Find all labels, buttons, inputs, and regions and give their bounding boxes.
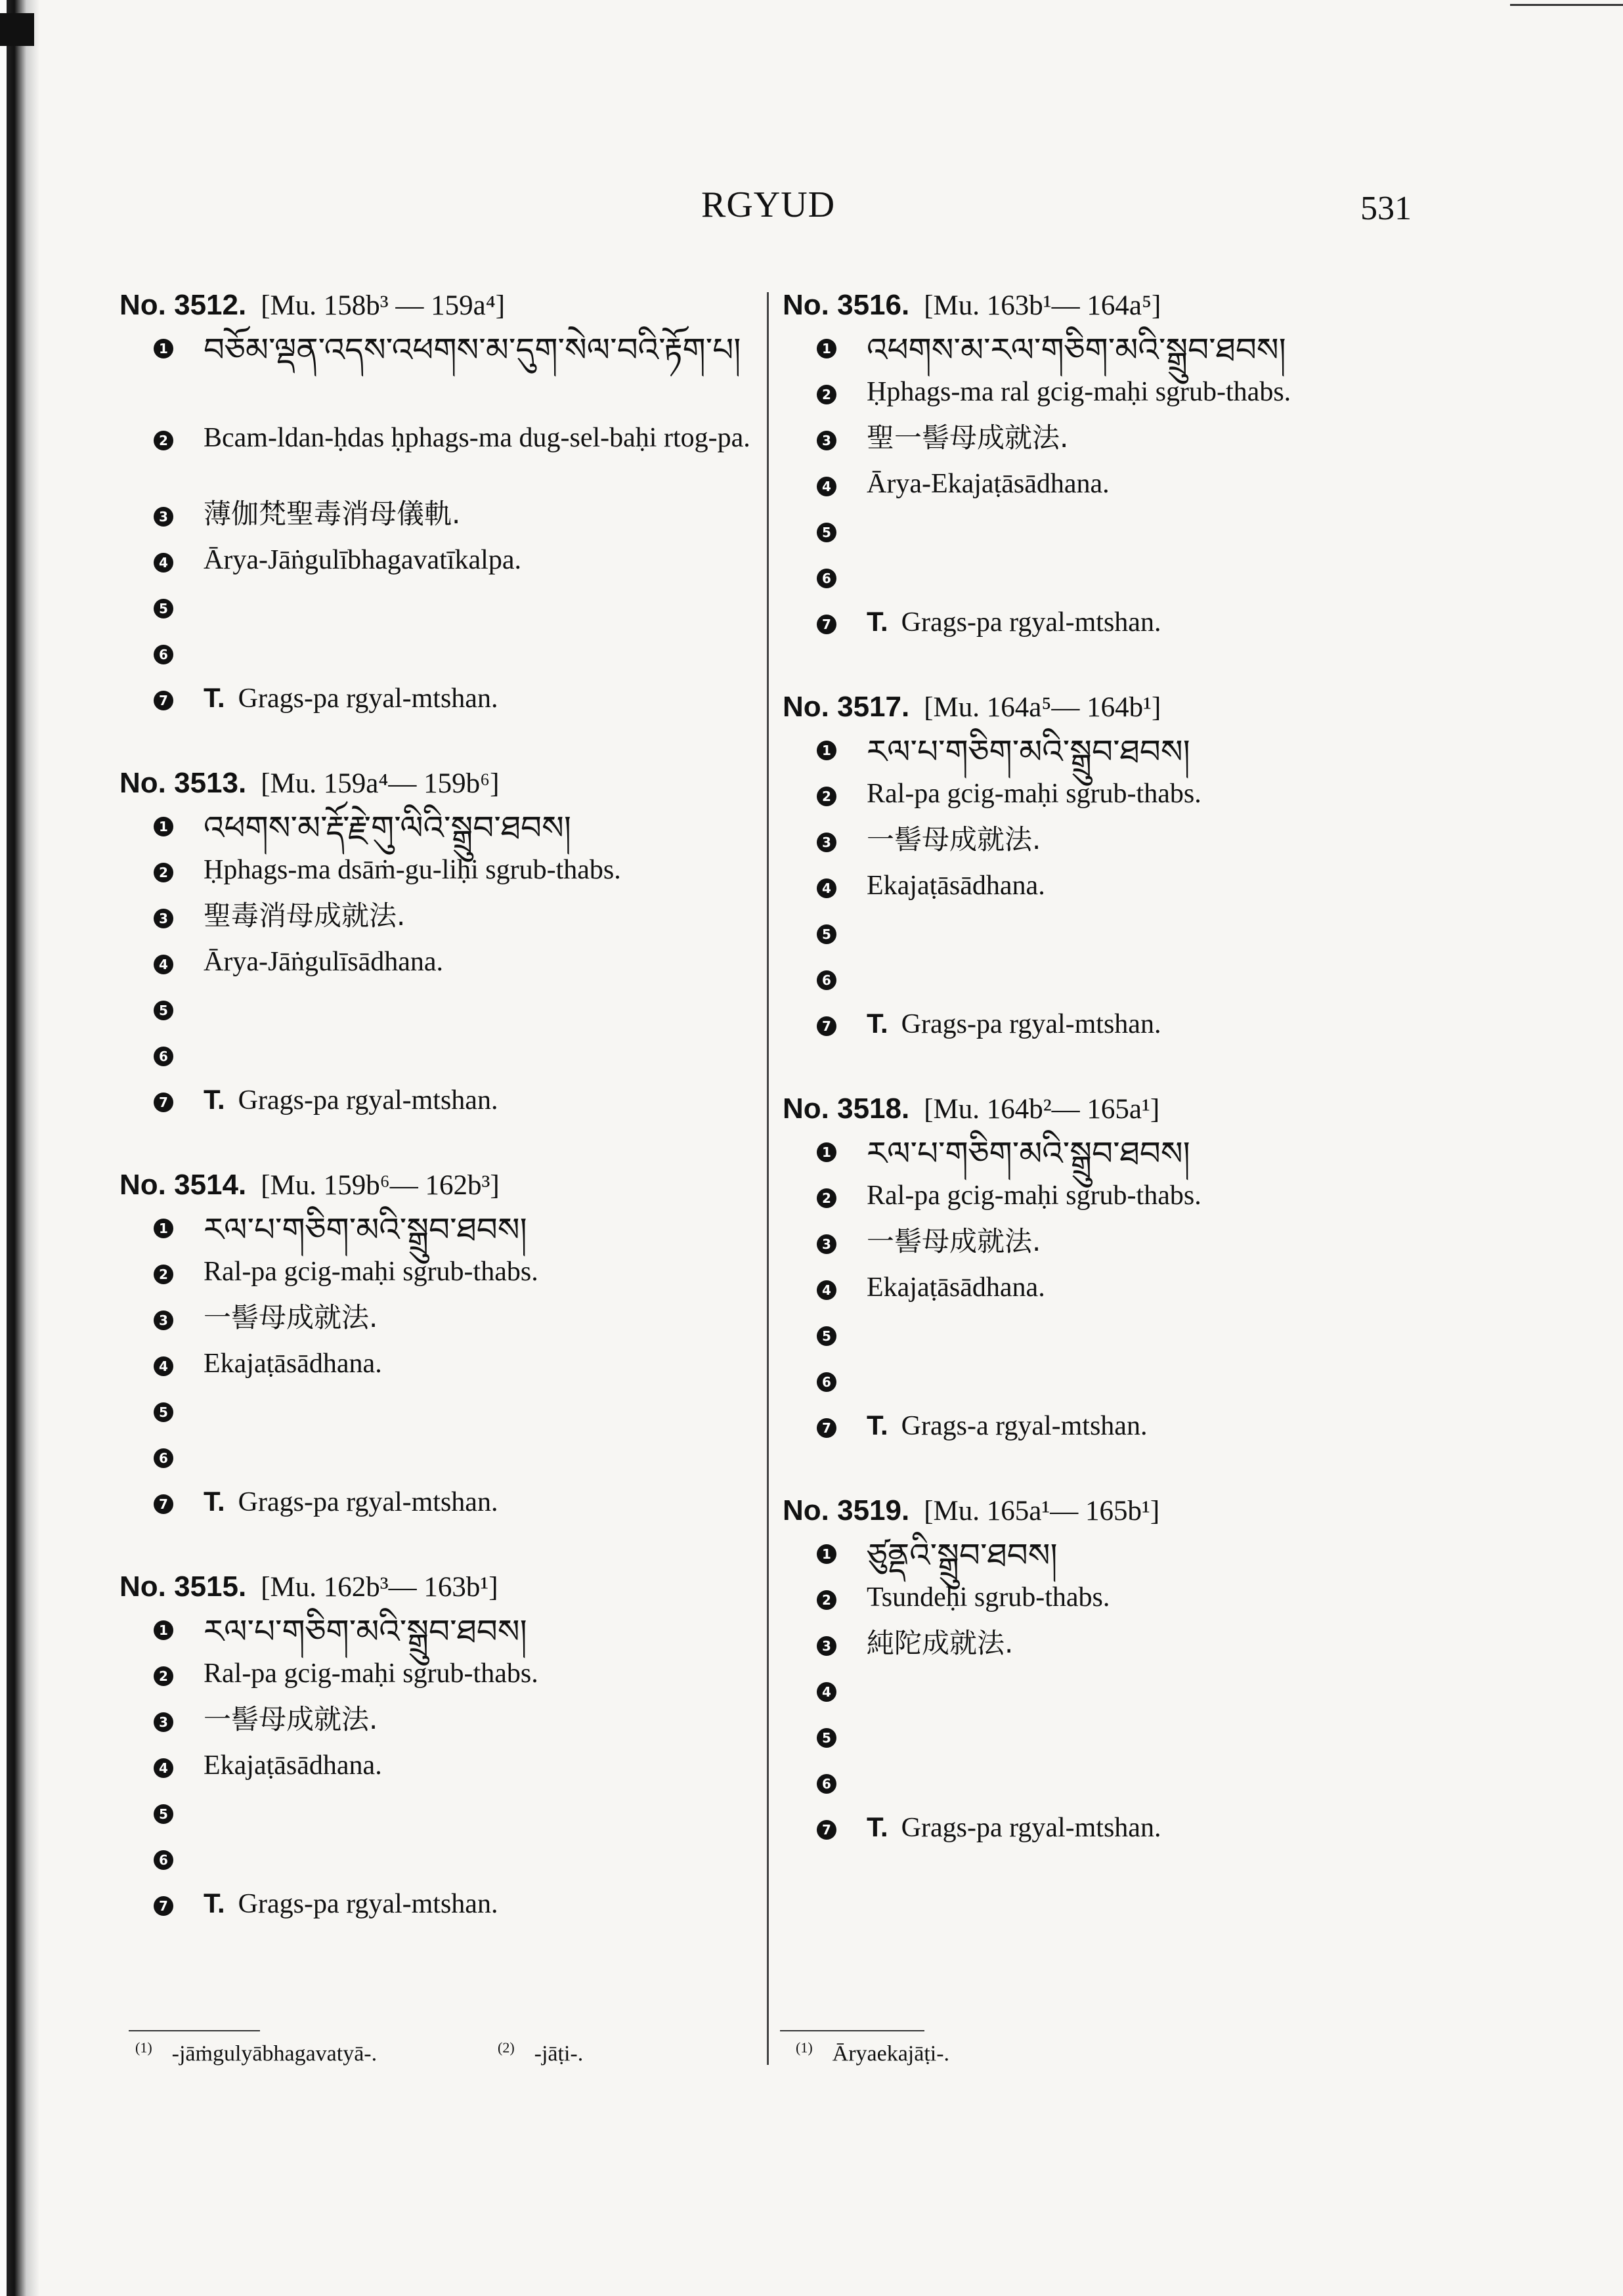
binding-edge [0, 0, 51, 2296]
field-translator [783, 1808, 1479, 1854]
entry-3513 [119, 767, 815, 1127]
entry-number: No. 3516. [783, 289, 910, 321]
entry-3518 [783, 1093, 1479, 1452]
translator-label: T. [204, 1888, 225, 1918]
sanskrit-title: Ārya-Ekajaṭāsādhana. [867, 469, 1110, 499]
marker-1-icon: 1 [817, 339, 836, 358]
translator-label: T. [867, 606, 888, 637]
marker-2-icon: 2 [154, 1666, 173, 1686]
marker-4-icon: 4 [817, 878, 836, 898]
field-translator [119, 1884, 815, 1930]
sanskrit-title: Ārya-Jāṅgulīsādhana. [204, 947, 444, 977]
marker-5-icon: 5 [154, 1402, 173, 1422]
tibetan-title: རལ་པ་གཅིག་མའི་སྒྲུབ་ཐབས། [867, 733, 1190, 771]
marker-4-icon: 4 [817, 1280, 836, 1300]
field-romanized [119, 1655, 815, 1700]
field-translator [119, 1081, 815, 1127]
field-translator [783, 1005, 1479, 1051]
field-tibetan [119, 1207, 815, 1253]
marker-5-icon: 5 [154, 1804, 173, 1824]
romanized-title: Bcam-ldan-ḥdas ḥphags-ma dug-sel-baḥi rtog-pa. [204, 423, 750, 453]
marker-4-icon: 4 [154, 1758, 173, 1778]
chinese-title: 一髻母成就法. [204, 1703, 378, 1735]
field-chinese [119, 1700, 815, 1746]
footnote-marker: (2) [498, 2039, 515, 2056]
field-sanskrit [783, 1670, 1479, 1716]
field-tibetan [783, 1131, 1479, 1177]
marker-1-icon: 1 [817, 741, 836, 760]
marker-5-icon: 5 [154, 599, 173, 618]
romanized-title: Ral-pa gcig-maḥi sgrub-thabs. [204, 1658, 538, 1689]
romanized-title: Ral-pa gcig-maḥi sgrub-thabs. [204, 1257, 538, 1287]
marker-2-icon: 2 [817, 1188, 836, 1208]
sanskrit-title: Ekajaṭāsādhana. [204, 1750, 382, 1781]
field-5 [783, 1716, 1479, 1762]
field-translator [119, 679, 815, 725]
field-translator [783, 603, 1479, 649]
footnote-marker: (1) [796, 2039, 813, 2056]
romanized-title: Ḥphags-ma dsāṁ-gu-liḥi sgrub-thabs. [204, 855, 621, 885]
marker-2-icon: 2 [154, 863, 173, 882]
marker-1-icon: 1 [817, 1142, 836, 1162]
marker-5-icon: 5 [817, 1728, 836, 1748]
entry-3512 [119, 289, 815, 725]
field-romanized [119, 851, 815, 897]
sanskrit-title: Ekajaṭāsādhana. [867, 871, 1045, 901]
field-sanskrit [783, 465, 1479, 511]
marker-4-icon: 4 [154, 955, 173, 974]
tibetan-title: བཅོམ་ལྡན་འདས་འཕགས་མ་དུག་སེལ་བའི་རྟོག་པ། [204, 331, 741, 369]
field-5 [119, 989, 815, 1035]
field-6 [783, 557, 1479, 603]
entry-number: No. 3519. [783, 1494, 910, 1527]
romanized-title: Tsundeḥi sgrub-thabs. [867, 1582, 1110, 1613]
marker-1-icon: 1 [154, 339, 173, 358]
marker-5-icon: 5 [154, 1001, 173, 1020]
field-5 [119, 1391, 815, 1437]
field-sanskrit [119, 943, 815, 989]
marker-4-icon: 4 [817, 477, 836, 496]
translator-name: Grags-pa rgyal-mtshan. [901, 1813, 1161, 1843]
translator-name: Grags-pa rgyal-mtshan. [901, 1009, 1161, 1039]
marker-1-icon: 1 [817, 1544, 836, 1564]
field-romanized [783, 1578, 1479, 1624]
field-translator [783, 1406, 1479, 1452]
footnote-text: -jāṁgulyābhagavatyā-. [171, 2041, 378, 2066]
entry-header [783, 1093, 1479, 1131]
field-chinese [119, 495, 815, 541]
chinese-title: 一髻母成就法. [867, 823, 1041, 856]
footnote-rule-right [780, 2030, 924, 2031]
translator-name: Grags-pa rgyal-mtshan. [238, 1085, 498, 1116]
marker-4-icon: 4 [154, 1356, 173, 1376]
footnote-text: -jāṭi-. [534, 2041, 584, 2066]
entry-reference: [Mu. 163b¹— 164a⁵] [924, 290, 1161, 321]
romanized-title: Ral-pa gcig-maḥi sgrub-thabs. [867, 1180, 1201, 1211]
field-romanized [783, 1177, 1479, 1223]
field-tibetan [783, 729, 1479, 775]
entry-reference: [Mu. 162b³— 163b¹] [261, 1572, 498, 1603]
field-tibetan [119, 327, 815, 419]
entry-3515 [119, 1570, 815, 1930]
translator-name: Grags-pa rgyal-mtshan. [238, 683, 498, 714]
page-number: 531 [1360, 190, 1412, 227]
entry-3517 [783, 691, 1479, 1051]
marker-7-icon: 7 [817, 615, 836, 634]
entry-reference: [Mu. 158b³ — 159a⁴] [261, 290, 506, 321]
tibetan-title: འཕགས་མ་རལ་གཅིག་མའི་སྒྲུབ་ཐབས། [867, 331, 1286, 369]
top-rule [1510, 4, 1623, 6]
field-6 [783, 959, 1479, 1005]
entry-header [119, 1570, 815, 1609]
chinese-title: 一髻母成就法. [204, 1301, 378, 1333]
translator-label: T. [204, 1084, 225, 1115]
field-chinese [119, 1299, 815, 1345]
field-chinese [783, 1624, 1479, 1670]
field-6 [783, 1762, 1479, 1808]
marker-3-icon: 3 [817, 431, 836, 450]
field-sanskrit [119, 541, 815, 587]
marker-2-icon: 2 [817, 787, 836, 806]
chinese-title: 薄伽梵聖毒消母儀軌. [204, 498, 461, 530]
marker-7-icon: 7 [154, 1494, 173, 1514]
marker-1-icon: 1 [154, 817, 173, 836]
marker-2-icon: 2 [817, 1590, 836, 1610]
entry-3514 [119, 1169, 815, 1528]
footnote-right-1 [796, 2039, 949, 2066]
left-column [119, 289, 815, 1972]
field-romanized [119, 1253, 815, 1299]
entry-3519 [783, 1494, 1479, 1854]
field-chinese [119, 897, 815, 943]
marker-7-icon: 7 [817, 1820, 836, 1840]
field-chinese [783, 1223, 1479, 1268]
marker-3-icon: 3 [817, 1234, 836, 1254]
marker-3-icon: 3 [817, 1636, 836, 1656]
field-tibetan [119, 805, 815, 851]
translator-name: Grags-pa rgyal-mtshan. [238, 1487, 498, 1517]
marker-3-icon: 3 [154, 1310, 173, 1330]
marker-2-icon: 2 [817, 385, 836, 404]
marker-7-icon: 7 [817, 1418, 836, 1438]
chinese-title: 聖毒消母成就法. [204, 899, 406, 932]
field-5 [783, 1314, 1479, 1360]
sanskrit-title: Ekajaṭāsādhana. [204, 1349, 382, 1379]
entry-reference: [Mu. 159b⁶— 162b³] [261, 1170, 500, 1201]
entry-header [783, 1494, 1479, 1532]
marker-5-icon: 5 [817, 523, 836, 542]
field-6 [119, 1838, 815, 1884]
field-5 [783, 913, 1479, 959]
footnote-left-2 [498, 2039, 583, 2066]
field-sanskrit [783, 867, 1479, 913]
field-5 [119, 587, 815, 633]
entry-reference: [Mu. 165a¹— 165b¹] [924, 1496, 1160, 1527]
translator-label: T. [204, 1486, 225, 1517]
field-6 [119, 1035, 815, 1081]
marker-5-icon: 5 [817, 924, 836, 944]
translator-label: T. [867, 1811, 888, 1842]
field-sanskrit [119, 1746, 815, 1792]
right-column [783, 289, 1479, 1896]
marker-6-icon: 6 [817, 1372, 836, 1392]
entry-reference: [Mu. 164a⁵— 164b¹] [924, 692, 1161, 723]
entry-header [783, 691, 1479, 729]
marker-6-icon: 6 [817, 970, 836, 990]
marker-3-icon: 3 [154, 1712, 173, 1732]
chinese-title: 一髻母成就法. [867, 1225, 1041, 1257]
marker-3-icon: 3 [154, 909, 173, 928]
field-tibetan [119, 1609, 815, 1655]
field-translator [119, 1483, 815, 1528]
marker-4-icon: 4 [817, 1682, 836, 1702]
translator-name: Grags-pa rgyal-mtshan. [901, 607, 1161, 638]
entry-header [119, 1169, 815, 1207]
entry-number: No. 3514. [119, 1169, 247, 1201]
field-sanskrit [783, 1268, 1479, 1314]
marker-6-icon: 6 [154, 1850, 173, 1870]
tibetan-title: རལ་པ་གཅིག་མའི་སྒྲུབ་ཐབས། [204, 1211, 527, 1249]
entry-number: No. 3513. [119, 767, 247, 799]
field-chinese [783, 419, 1479, 465]
marker-1-icon: 1 [154, 1219, 173, 1238]
field-6 [119, 1437, 815, 1483]
tibetan-title: རལ་པ་གཅིག་མའི་སྒྲུབ་ཐབས། [204, 1613, 527, 1651]
marker-6-icon: 6 [154, 645, 173, 664]
romanized-title: Ral-pa gcig-maḥi sgrub-thabs. [867, 779, 1201, 809]
entry-header [119, 767, 815, 805]
binding-edge-top [0, 13, 34, 46]
field-romanized [783, 373, 1479, 419]
entry-reference: [Mu. 159a⁴— 159b⁶] [261, 768, 500, 799]
entry-3516 [783, 289, 1479, 649]
translator-name: Grags-pa rgyal-mtshan. [238, 1889, 498, 1919]
tibetan-title: འཕགས་མ་རྡོ་རྗེ་གུ་ལིའི་སྒྲུབ་ཐབས། [204, 809, 571, 847]
field-romanized [119, 419, 815, 495]
marker-3-icon: 3 [817, 833, 836, 852]
entry-number: No. 3512. [119, 289, 247, 321]
entry-header [119, 289, 815, 327]
entry-reference: [Mu. 164b²— 165a¹] [924, 1094, 1160, 1125]
entry-header [783, 289, 1479, 327]
tibetan-title: རལ་པ་གཅིག་མའི་སྒྲུབ་ཐབས། [867, 1135, 1190, 1173]
field-tibetan [783, 1532, 1479, 1578]
field-romanized [783, 775, 1479, 821]
footnote-marker: (1) [135, 2039, 152, 2056]
field-6 [783, 1360, 1479, 1406]
entry-number: No. 3515. [119, 1570, 247, 1603]
tibetan-title: ཙུནྡའི་སྒྲུབ་ཐབས། [867, 1536, 1058, 1574]
marker-4-icon: 4 [154, 553, 173, 573]
marker-2-icon: 2 [154, 1265, 173, 1284]
marker-5-icon: 5 [817, 1326, 836, 1346]
field-sanskrit [119, 1345, 815, 1391]
romanized-title: Ḥphags-ma ral gcig-maḥi sgrub-thabs. [867, 377, 1291, 407]
marker-6-icon: 6 [154, 1047, 173, 1066]
marker-1-icon: 1 [154, 1620, 173, 1640]
marker-7-icon: 7 [154, 691, 173, 710]
marker-6-icon: 6 [154, 1448, 173, 1468]
marker-7-icon: 7 [154, 1093, 173, 1112]
entry-number: No. 3518. [783, 1093, 910, 1125]
footnote-left-1 [135, 2039, 377, 2066]
marker-6-icon: 6 [817, 1774, 836, 1794]
field-chinese [783, 821, 1479, 867]
field-5 [783, 511, 1479, 557]
marker-7-icon: 7 [817, 1016, 836, 1036]
footnote-rule-left [129, 2030, 260, 2031]
translator-label: T. [204, 682, 225, 713]
translator-label: T. [867, 1410, 888, 1440]
sanskrit-title: Ekajaṭāsādhana. [867, 1272, 1045, 1303]
translator-label: T. [867, 1008, 888, 1039]
sanskrit-title: Ārya-Jāṅgulībhagavatīkalpa. [204, 545, 521, 575]
marker-3-icon: 3 [154, 507, 173, 527]
marker-2-icon: 2 [154, 431, 173, 450]
chinese-title: 聖一髻母成就法. [867, 422, 1069, 454]
field-6 [119, 633, 815, 679]
marker-6-icon: 6 [817, 569, 836, 588]
field-5 [119, 1792, 815, 1838]
field-tibetan [783, 327, 1479, 373]
translator-name: Grags-a rgyal-mtshan. [901, 1411, 1148, 1441]
marker-7-icon: 7 [154, 1896, 173, 1916]
entry-number: No. 3517. [783, 691, 910, 723]
chinese-title: 純陀成就法. [867, 1627, 1014, 1659]
running-title: RGYUD [701, 184, 836, 225]
footnote-text: Āryaekajāṭi-. [832, 2041, 950, 2066]
